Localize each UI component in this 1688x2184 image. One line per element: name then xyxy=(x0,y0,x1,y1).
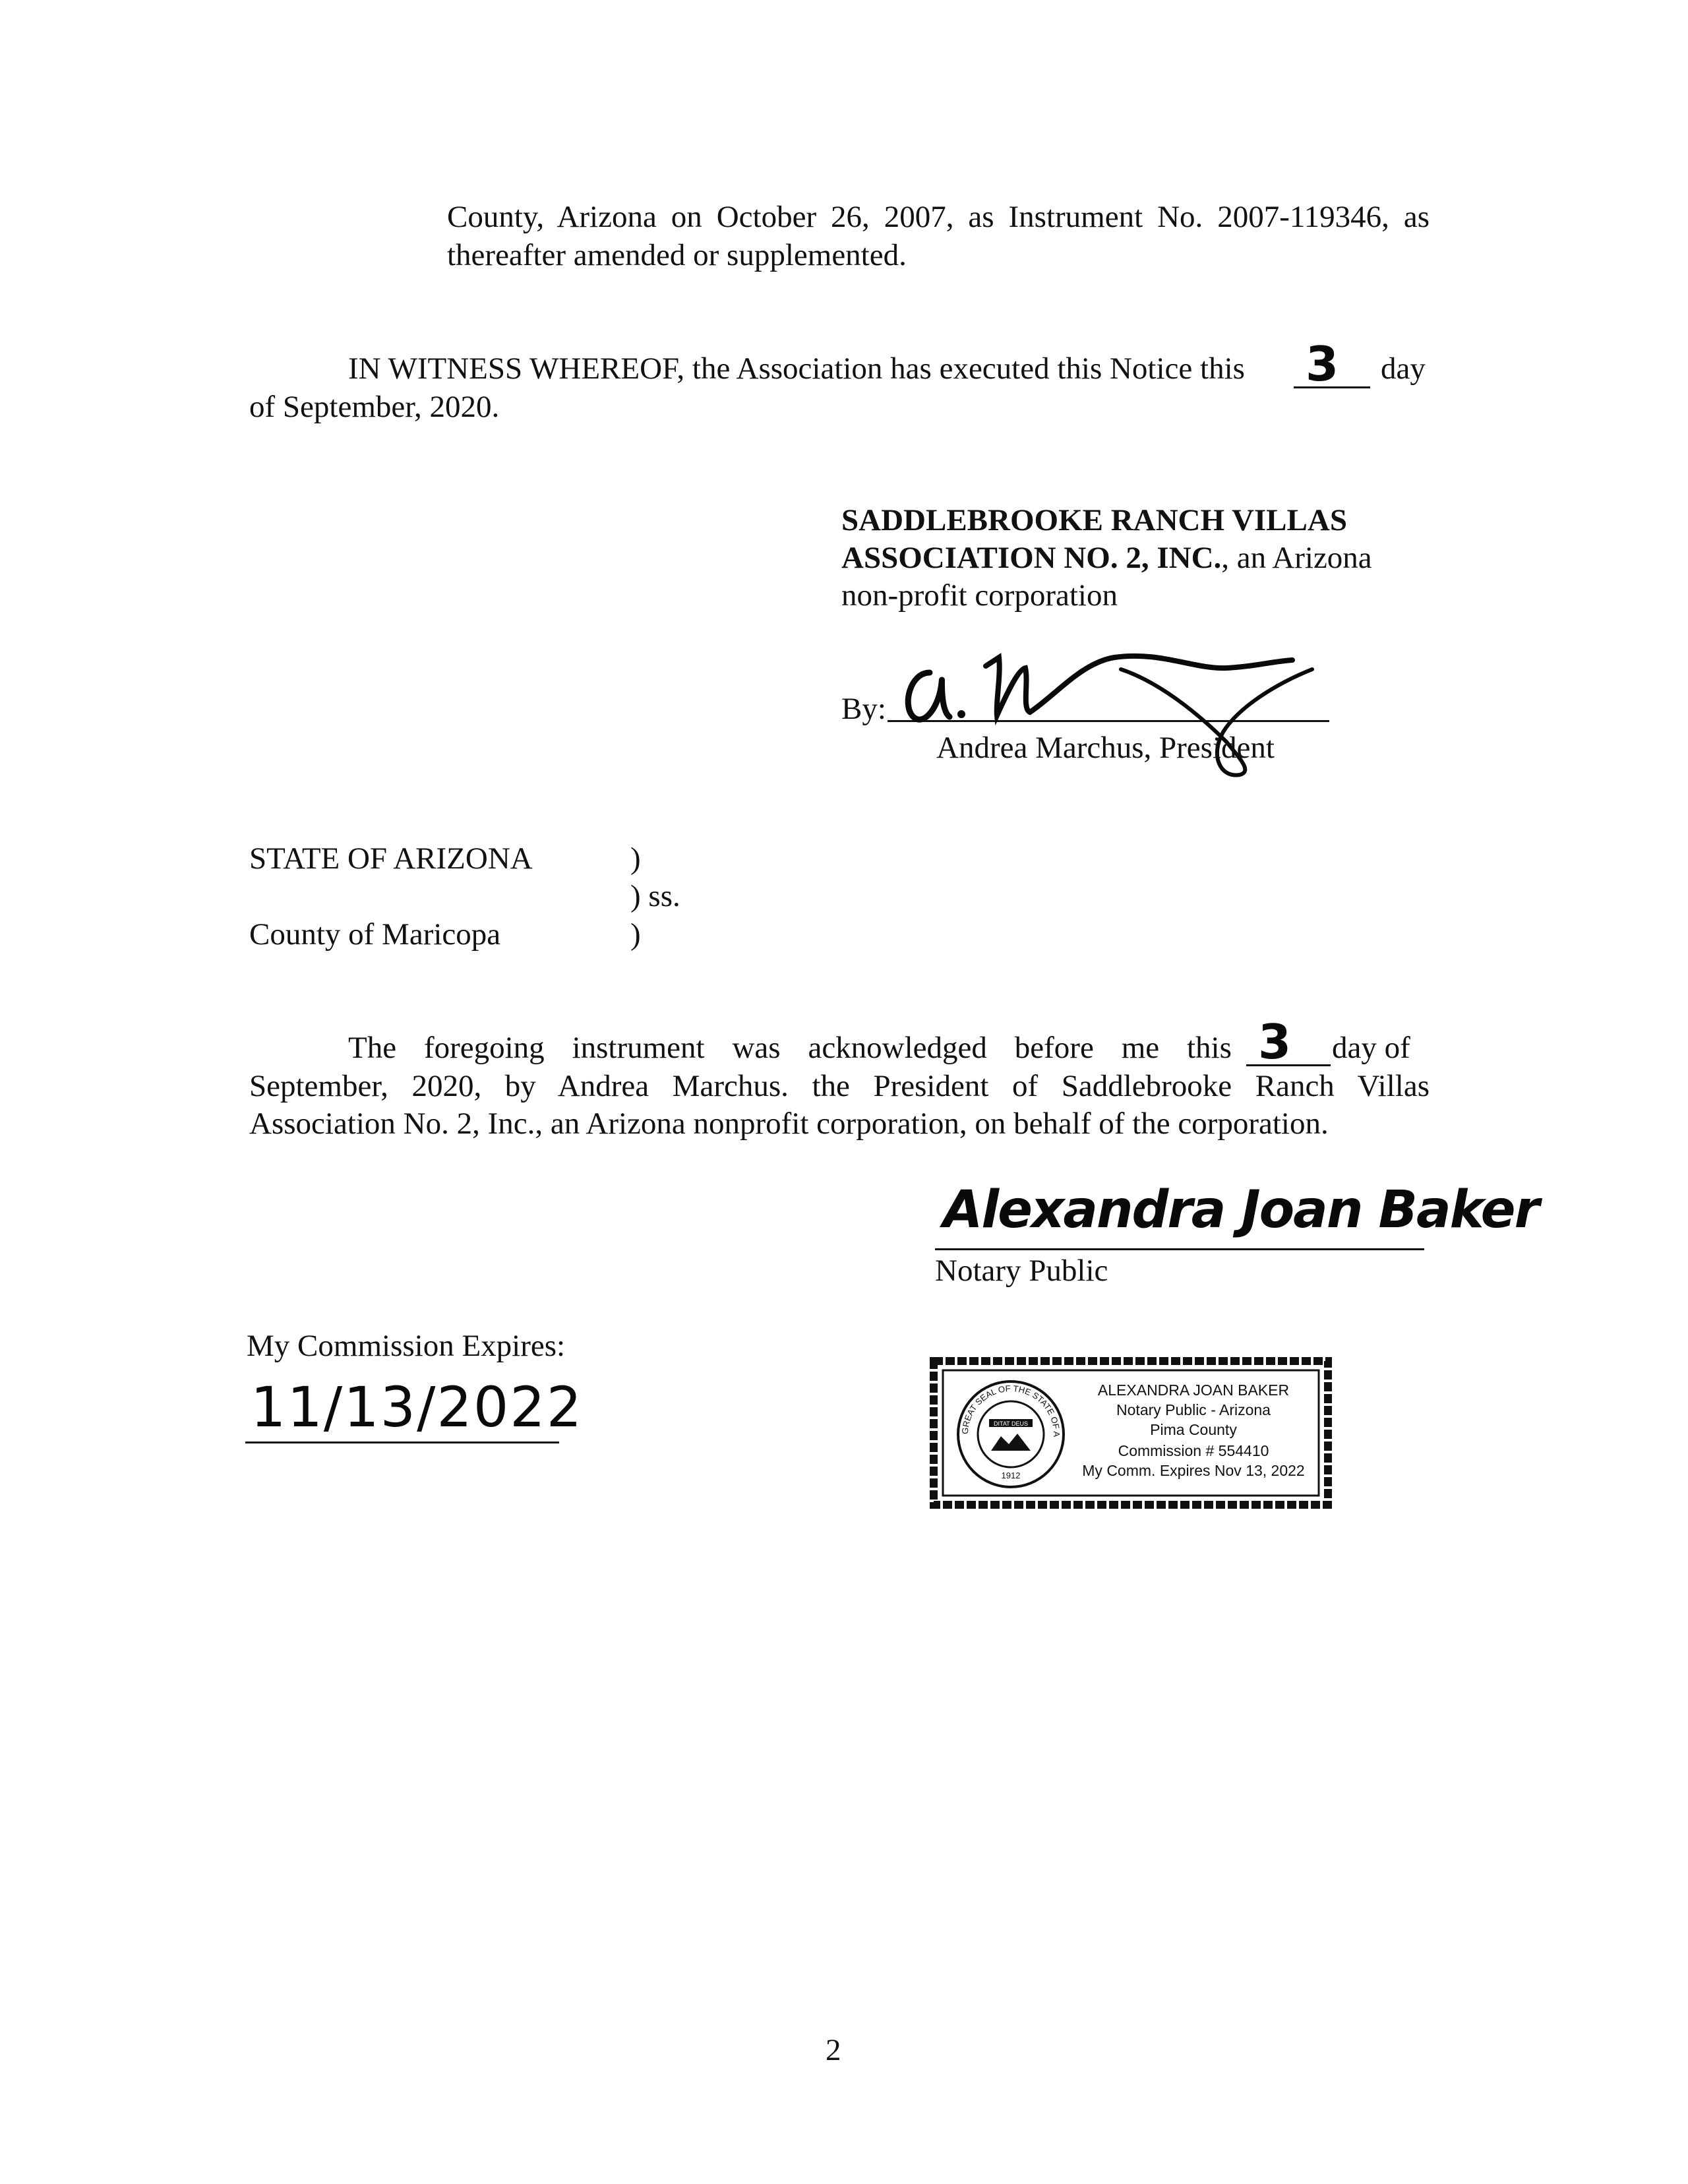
ack-line-1 xyxy=(348,1029,1232,1067)
notary-stamp xyxy=(930,1357,1332,1509)
entity-name-line-2 xyxy=(841,539,1372,577)
witness-day-handwritten: 3 xyxy=(1306,336,1339,392)
venue-paren-1: ) xyxy=(630,841,641,876)
commission-label: My Commission Expires: xyxy=(247,1329,566,1363)
seal-year: 1912 xyxy=(1001,1471,1021,1480)
notary-label: Notary Public xyxy=(935,1254,1108,1288)
entity-name-bold: ASSOCIATION NO. 2, INC. xyxy=(841,541,1222,575)
witness-text: IN WITNESS WHEREOF, the Association has executed this Notice this xyxy=(348,351,1245,386)
ack-word: me xyxy=(1121,1031,1160,1065)
commission-date-handwritten: 11/13/2022 xyxy=(251,1375,584,1440)
ack-line-1-end: day of xyxy=(1332,1031,1410,1065)
venue-ss: ) ss. xyxy=(630,879,680,913)
seal-ring-text: GREAT SEAL OF THE STATE OF ARIZONA xyxy=(951,1370,1062,1438)
intro-line-2: thereafter amended or supplemented. xyxy=(447,238,907,272)
state-seal-icon xyxy=(951,1370,1067,1490)
witness-day-blank xyxy=(1294,386,1370,388)
ack-word: acknowledged xyxy=(808,1031,987,1065)
stamp-name: ALEXANDRA JOAN BAKER xyxy=(1097,1381,1290,1399)
ack-line-2: September, 2020, by Andrea Marchus. the President of Saddlebrooke Ranch Villas xyxy=(249,1069,1430,1103)
signer-name: Andrea Marchus, President xyxy=(936,731,1275,765)
by-label: By: xyxy=(841,692,886,726)
ack-word: The xyxy=(348,1031,397,1065)
stamp-title: Notary Public - Arizona xyxy=(1116,1401,1271,1418)
commission-date-line xyxy=(245,1441,559,1443)
ack-line-3: Association No. 2, Inc., an Arizona nonprofit corporation, on behalf of the corporation. xyxy=(249,1107,1329,1141)
stamp-county: Pima County xyxy=(1150,1421,1237,1438)
venue-state: STATE OF ARIZONA xyxy=(249,841,533,876)
notary-signature: Alexandra Joan Baker xyxy=(943,1180,1539,1240)
entity-name-rest: , an Arizona xyxy=(1221,541,1372,575)
witness-day-label: day xyxy=(1381,351,1426,386)
venue-paren-3: ) xyxy=(630,917,641,952)
entity-name-line-1: SADDLEBROOKE RANCH VILLAS xyxy=(841,503,1347,537)
seal-motto: DITAT DEUS xyxy=(993,1420,1029,1427)
notary-signature-line xyxy=(935,1248,1424,1250)
ack-day-blank xyxy=(1246,1064,1331,1066)
page-number: 2 xyxy=(826,2033,841,2067)
witness-line-2: of September, 2020. xyxy=(249,390,500,424)
stamp-text-block xyxy=(1068,1381,1319,1486)
ack-word: instrument xyxy=(572,1031,705,1065)
ack-word: was xyxy=(732,1031,781,1065)
ack-word: this xyxy=(1186,1031,1232,1065)
ack-word: before xyxy=(1014,1031,1094,1065)
entity-line-3: non-profit corporation xyxy=(841,578,1118,613)
ack-word: foregoing xyxy=(423,1031,545,1065)
venue-county: County of Maricopa xyxy=(249,917,501,952)
intro-line-1: County, Arizona on October 26, 2007, as Instrument No. 2007-119346, as xyxy=(447,200,1430,234)
stamp-expires: My Comm. Expires Nov 13, 2022 xyxy=(1082,1462,1305,1479)
ack-day-handwritten: 3 xyxy=(1258,1014,1292,1070)
stamp-commission-number: Commission # 554410 xyxy=(1118,1442,1269,1459)
